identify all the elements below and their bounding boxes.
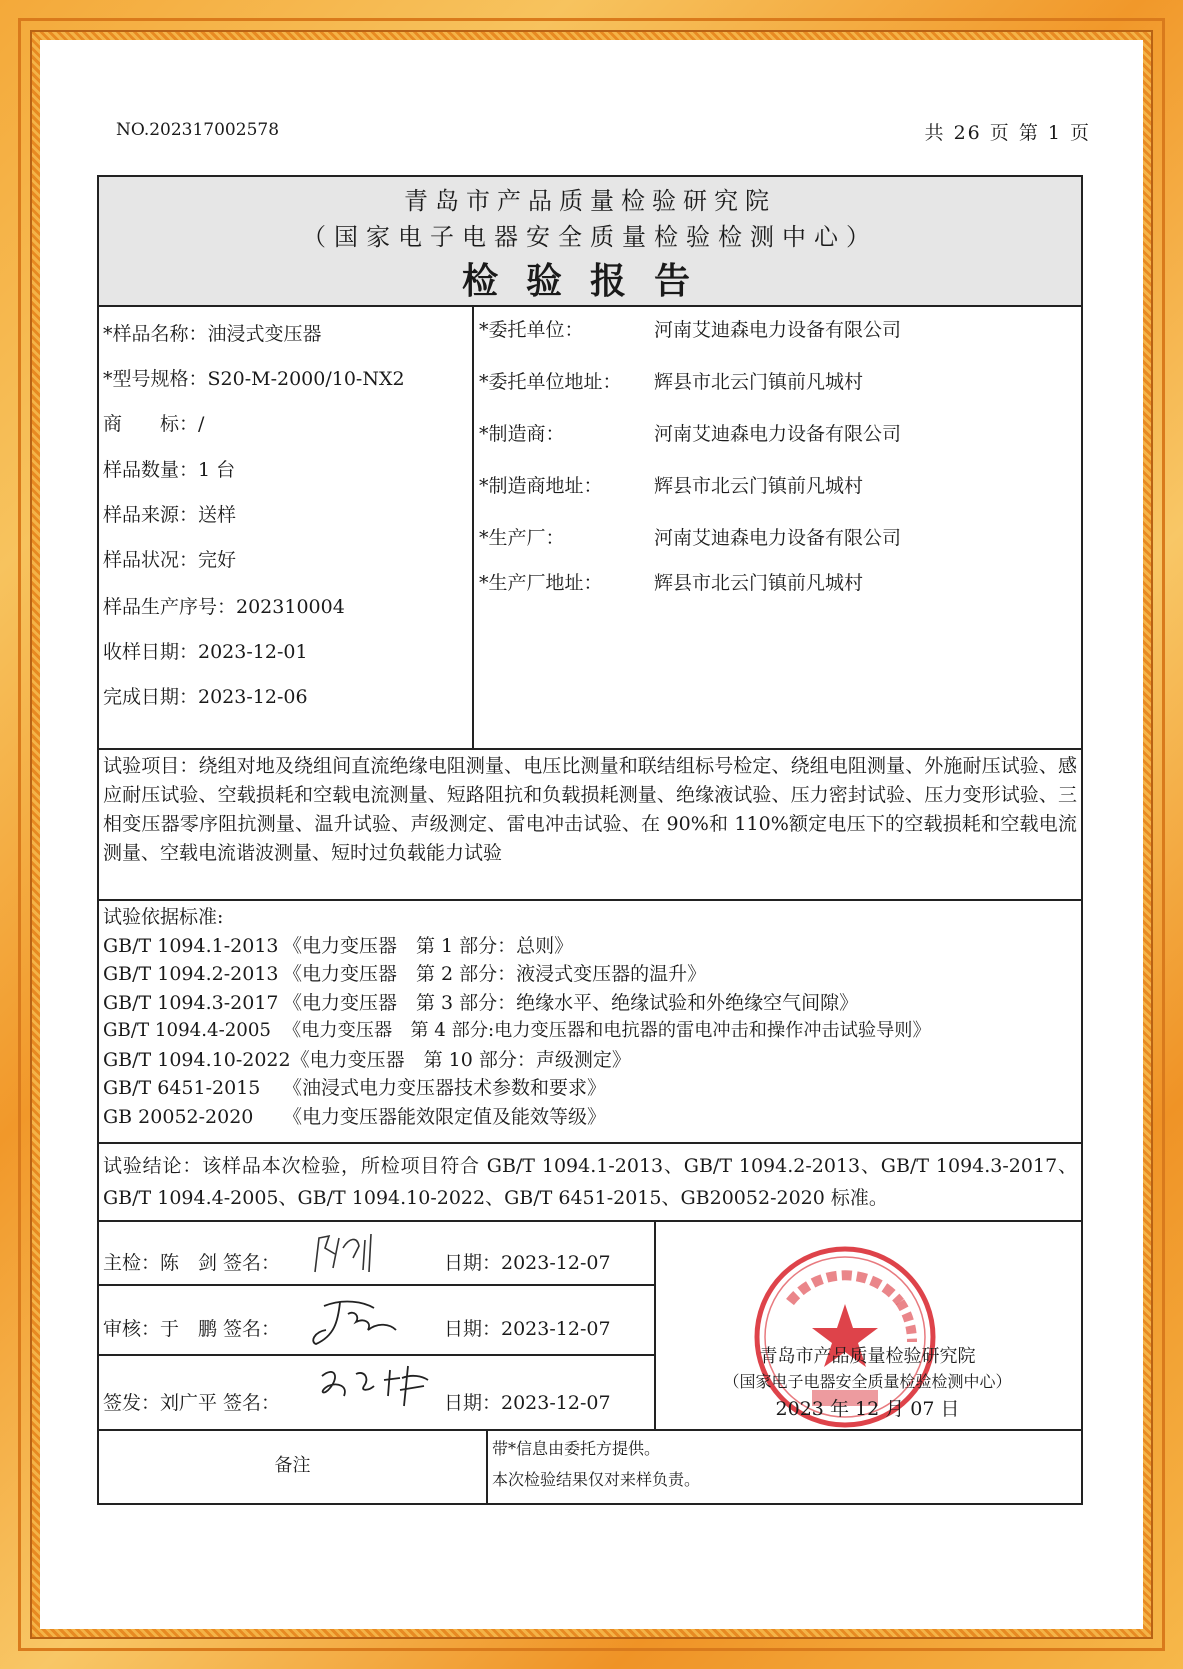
standards-heading: 试验依据标准: <box>103 906 224 928</box>
standard-item <box>103 960 1077 989</box>
factory-row <box>479 523 902 550</box>
standard-code: GB/T 1094.10-2022 <box>103 1048 291 1071</box>
institution-date: 2023 年 12 月 07 日 <box>775 1398 960 1420</box>
remarks-section <box>99 1429 1081 1503</box>
manufacturer-address-label: *制造商地址： <box>479 475 603 497</box>
issuer-date: 日期：2023-12-07 <box>444 1392 611 1414</box>
remarks-text <box>492 1433 700 1495</box>
manufacturer-address-value: 辉县市北云门镇前凡城村 <box>654 475 864 497</box>
sample-model: *型号规格：S20-M-2000/10-NX2 <box>103 368 405 390</box>
standard-item <box>103 1074 1077 1103</box>
title-band <box>99 177 1081 307</box>
manufacturer-label: *制造商： <box>479 423 565 445</box>
reviewer-label: 审核：于 鹏 签名： <box>103 1318 281 1340</box>
standard-code: GB/T 1094.4-2005 <box>103 1020 272 1041</box>
inspection-report <box>97 175 1083 1505</box>
standard-code: GB 20052-2020 <box>103 1105 254 1128</box>
remarks-line: 带*信息由委托方提供。 <box>492 1439 661 1458</box>
standard-item <box>103 1046 1077 1075</box>
factory-address-label: *生产厂地址： <box>479 572 603 594</box>
manufacturer-row <box>479 419 902 446</box>
standard-title: 《电力变压器 第 3 部分：绝缘水平、绝缘试验和外绝缘空气间隙》 <box>283 991 859 1014</box>
test-standards <box>99 901 1081 1144</box>
client-address-label: *委托单位地址： <box>479 371 622 393</box>
remarks-label-cell <box>99 1429 488 1503</box>
sample-source: 样品来源：送样 <box>103 504 237 526</box>
reviewer-date: 日期：2023-12-07 <box>444 1318 611 1340</box>
standard-item <box>103 1017 1077 1046</box>
institution-name: 青岛市产品质量检验研究院 <box>759 1346 976 1367</box>
issuer-row <box>99 1354 654 1429</box>
client-address-value: 辉县市北云门镇前凡城村 <box>654 371 864 393</box>
sample-brand: 商 标：/ <box>103 413 205 435</box>
factory-address-value: 辉县市北云门镇前凡城村 <box>654 572 864 594</box>
remarks-label: 备注 <box>274 1455 311 1476</box>
factory-label: *生产厂： <box>479 527 565 549</box>
report-title: 检验报告 <box>461 260 718 302</box>
standard-title: 《电力变压器 第 1 部分：总则》 <box>283 934 574 957</box>
test-conclusion: 试验结论：该样品本次检验，所检项目符合 GB/T 1094.1-2013、GB/T 1094.2-2013、GB/T 1094.3-2017、GB/T 1094.4-2005、GB/T 1094.10-2022、GB/T 6451-2015、GB20052-2020 标准。 <box>99 1144 1081 1222</box>
client-label: *委托单位： <box>479 319 584 341</box>
center-name: （国家电子电器安全质量检验检测中心） <box>302 223 878 251</box>
issuer-label: 签发：刘广平 签名： <box>103 1392 281 1414</box>
standard-code: GB/T 6451-2015 <box>103 1077 261 1099</box>
standard-item <box>103 932 1077 961</box>
main-inspector-row <box>99 1222 654 1286</box>
report-number: NO.202317002578 <box>116 120 280 140</box>
reviewer-signature <box>304 1292 404 1350</box>
factory-value: 河南艾迪森电力设备有限公司 <box>654 527 902 549</box>
client-address-row <box>479 367 864 394</box>
standard-title: 《电力变压器 第 2 部分：液浸式变压器的温升》 <box>283 963 707 985</box>
issuing-institution <box>654 1222 1081 1429</box>
sample-condition: 样品状况：完好 <box>103 549 237 571</box>
standard-title: 《油浸式电力变压器技术参数和要求》 <box>283 1077 607 1099</box>
institute-name: 青岛市产品质量检验研究院 <box>404 187 776 215</box>
standard-code: GB/T 1094.2-2013 <box>103 963 279 985</box>
standard-title: 《电力变压器 第 10 部分：声级测定》 <box>290 1048 631 1071</box>
test-items: 试验项目：绕组对地及绕组间直流绝缘电阻测量、电压比测量和联结组标号检定、绕组电阻测量、外施耐压试验、感应耐压试验、空载损耗和空载电流测量、短路阻抗和负载损耗测量、绝缘液试验、压力密封试验、压力变形试验、三相变压器零序阻抗测量、温升试验、声级测定、雷电冲击试验、在 90%和 110%额定电压下的空载损耗和空载电流测量、空载电流谐波测量、短时过负载能力试验 <box>99 748 1081 901</box>
issuer-signature <box>304 1356 444 1416</box>
institution-subname: （国家电子电器安全质量检验检测中心） <box>723 1372 1012 1391</box>
sample-serial: 样品生产序号：202310004 <box>103 596 345 618</box>
client-row <box>479 315 902 342</box>
remarks-line: 本次检验结果仅对来样负责。 <box>492 1470 701 1489</box>
sample-info-left <box>99 305 474 748</box>
manufacturer-value: 河南艾迪森电力设备有限公司 <box>654 423 902 445</box>
reviewer-row <box>99 1284 654 1356</box>
main-inspector-date: 日期：2023-12-07 <box>444 1252 611 1274</box>
sample-received-date: 收样日期：2023-12-01 <box>103 641 308 663</box>
page-counter: 共 26 页 第 1 页 <box>924 122 1091 144</box>
sample-completed-date: 完成日期：2023-12-06 <box>103 686 308 708</box>
signature-section <box>99 1222 1081 1431</box>
signature-table <box>99 1222 656 1429</box>
standard-item <box>103 1103 1077 1132</box>
sample-info-section <box>99 305 1081 750</box>
main-inspector-signature <box>309 1228 389 1278</box>
manufacturer-address-row <box>479 471 864 498</box>
standard-title: 《电力变压器 第 4 部分:电力变压器和电抗器的雷电冲击和操作冲击试验导则》 <box>283 1020 931 1041</box>
sample-quantity: 样品数量：1 台 <box>103 459 236 481</box>
factory-address-row <box>479 568 864 595</box>
standard-code: GB/T 1094.3-2017 <box>103 991 279 1014</box>
standard-code: GB/T 1094.1-2013 <box>103 934 279 957</box>
client-value: 河南艾迪森电力设备有限公司 <box>654 319 902 341</box>
main-inspector-label: 主检：陈 剑 签名： <box>103 1252 281 1274</box>
standard-title: 《电力变压器能效限定值及能效等级》 <box>283 1105 607 1128</box>
sample-name: *样品名称：油浸式变压器 <box>103 323 322 345</box>
standard-item <box>103 989 1077 1018</box>
